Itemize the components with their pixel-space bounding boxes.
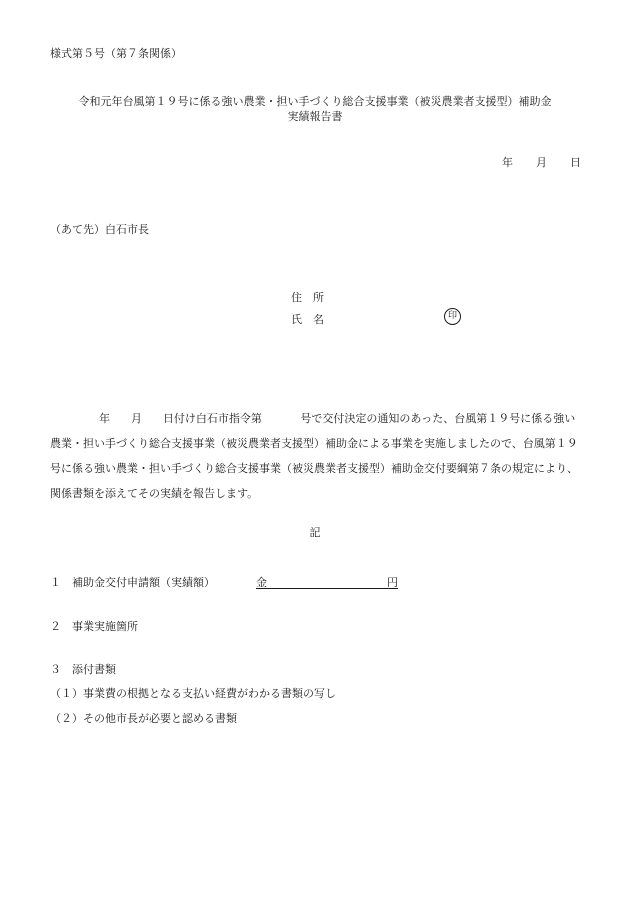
address-label: 住 所 bbox=[291, 291, 324, 304]
body-blank-month bbox=[142, 412, 163, 425]
attachment-2: （２）その他市長が必要と認める書類 bbox=[50, 712, 237, 725]
title-line-2: 実績報告書 bbox=[287, 110, 343, 123]
body-reference: 日付け白石市指令第 bbox=[162, 412, 262, 425]
amount-prefix: 金 bbox=[256, 576, 267, 589]
document-title bbox=[0, 94, 630, 124]
body-blank-lead bbox=[50, 412, 99, 425]
date-day-label: 日 bbox=[570, 156, 581, 169]
item-3-label: ３ 添付書類 bbox=[50, 663, 116, 676]
body-blank-number bbox=[262, 412, 300, 425]
seal-mark: 印 bbox=[444, 308, 461, 325]
amount-suffix: 円 bbox=[387, 576, 398, 589]
date-month-label: 月 bbox=[536, 156, 547, 169]
ki-heading: 記 bbox=[309, 526, 321, 539]
item-2-label: ２ 事業実施箇所 bbox=[50, 620, 138, 633]
addressee: （あて先）白石市長 bbox=[50, 223, 149, 236]
report-body bbox=[50, 406, 585, 506]
body-month: 月 bbox=[130, 412, 142, 425]
date-year-label: 年 bbox=[502, 156, 513, 169]
body-main-text: 号で交付決定の通知のあった、台風第１９号に係る強い農業・担い手づくり総合支援事業（被災農業者支援型）補助金による事業を実施しましたので、台風第１９号に係る強い農業・担い手づくり総合支援事業（被災農業者支援型）補助金交付要綱第７条の規定により、関係書類を添えてその実績を報告します。 bbox=[50, 412, 578, 500]
name-label: 氏 名 bbox=[291, 313, 324, 326]
body-year: 年 bbox=[98, 412, 110, 425]
item-1-label: １ 補助金交付申請額（実績額） bbox=[50, 576, 215, 589]
attachment-1: （１）事業費の根拠となる支払い経費がわかる書類の写し bbox=[50, 687, 336, 700]
title-line-1: 令和元年台風第１９号に係る強い農業・担い手づくり総合支援事業（被災農業者支援型）補助金 bbox=[78, 95, 552, 108]
body-blank-year bbox=[110, 412, 131, 425]
form-number: 様式第５号（第７条関係） bbox=[50, 47, 182, 60]
amount-field bbox=[256, 574, 398, 589]
